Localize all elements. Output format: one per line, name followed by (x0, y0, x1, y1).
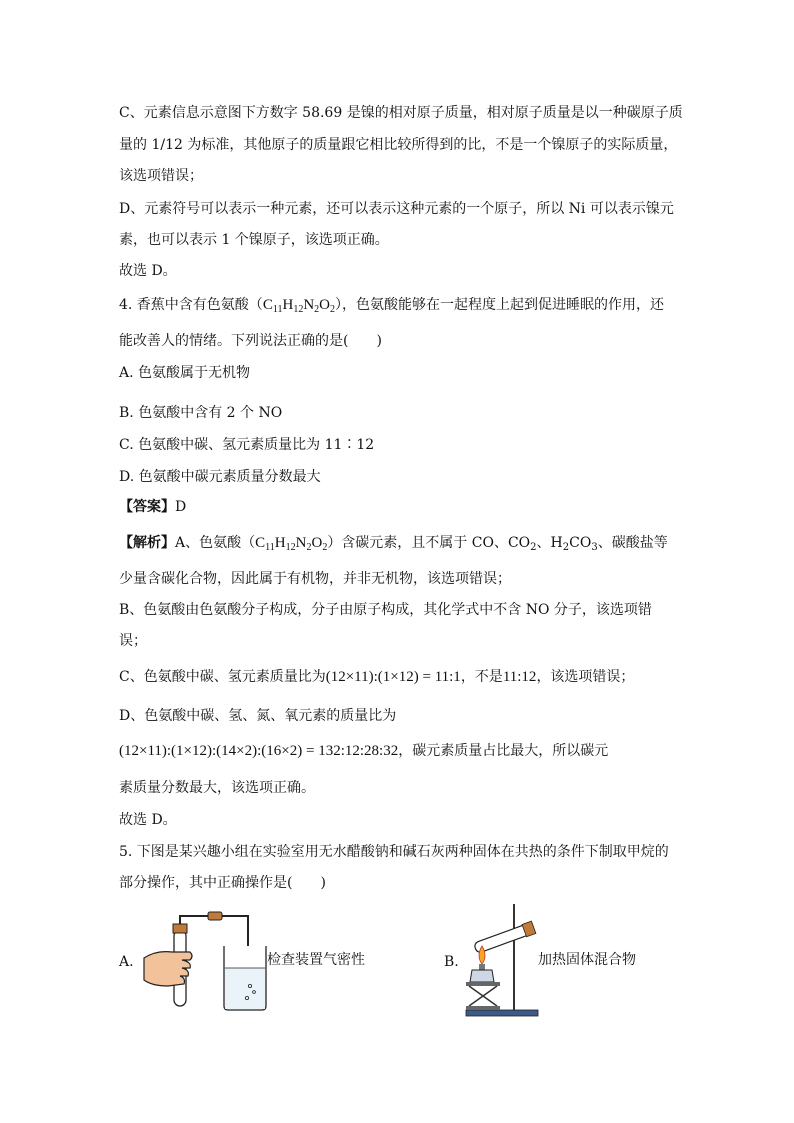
q4-option-c: C. 色氨酸中碳、氢元素质量比为 11∶12 (119, 437, 375, 453)
analysis-tag: 【解析】 (119, 535, 175, 551)
answer-value: D (175, 499, 187, 515)
c-mass-ratio-expr: (12×11):(1×12) = 11:1 (325, 669, 461, 685)
q4-analysis-d-line1: D、色氨酸中碳、氢、氮、氧元素的质量比为 (119, 708, 397, 724)
prev-c-line3: 该选项错误； (119, 168, 203, 184)
tryptophan-formula: $C_{11}H_{12}N_2O_2$ (262, 297, 335, 315)
q5-option-a-caption: 检查装置气密性 (267, 952, 365, 968)
prev-d-line1: D、元素符号可以表示一种元素，还可以表示这种元素的一个原子，所以 Ni 可以表示镍元 (119, 201, 674, 217)
q4-option-a: A. 色氨酸属于无机物 (119, 365, 251, 381)
q4-analysis-a-line1: 【解析】A、色氨酸$(C_{11}H_{12}N_2O_2)$含碳元素，且不属于 CO、$CO_2$、$H_2CO_3$、碳酸盐等 (119, 535, 668, 553)
q4-stem-line2: 能改善人的情绪。下列说法正确的是( ) (119, 333, 382, 349)
prev-d-line2: 素，也可以表示 1 个镍原子，该选项正确。 (119, 232, 389, 248)
q4-conclusion: 故选 D。 (119, 812, 177, 828)
q4-option-d: D. 色氨酸中碳元素质量分数最大 (119, 469, 321, 485)
q4-answer-line (119, 498, 186, 516)
tryptophan-formula-2: $C_{11}H_{12}N_2O_2$ (255, 535, 328, 553)
q4-analysis-b-line2: 误； (119, 633, 147, 649)
heating-solid-figure (460, 900, 542, 1020)
q4-analysis-c-line: C、色氨酸中碳、氢元素质量比为(12×11):(1×12) = 11:1，不是11:12，该选项错误； (119, 669, 635, 685)
q4-analysis-a-line2: 少量含碳化合物，因此属于有机物，并非无机物，该选项错误； (119, 571, 511, 587)
q4-analysis-b-line1: B、色氨酸由色氨酸分子构成，分子由原子构成，其化学式中不含 NO 分子，该选项错 (119, 602, 652, 618)
prev-c-line2: 量的 1/12 为标准，其他原子的质量跟它相比较所得到的比，不是一个镍原子的实际质量， (119, 137, 678, 153)
prev-c-line1: C、元素信息示意图下方数字 58.69 是镍的相对原子质量，相对原子质量是以一种碳原子质 (119, 105, 683, 121)
q5-option-b-caption: 加热固体混合物 (538, 952, 636, 968)
q4-option-b: B. 色氨酸中含有 2 个 NO (119, 405, 283, 421)
q5-option-b-letter: B. (444, 954, 459, 970)
d-mass-ratio-expr: (12×11):(1×12):(14×2):(16×2) = 132:12:28:32 (119, 743, 399, 759)
q5-option-a-letter: A. (119, 954, 134, 970)
airtightness-check-figure (138, 906, 270, 1012)
q4-stem-prefix: 4. 香蕉中含有色氨酸（ (119, 297, 263, 313)
q5-stem-line1: 5. 下图是某兴趣小组在实验室用无水醋酸钠和碱石灰两种固体在共热的条件下制取甲烷的 (119, 844, 669, 860)
prev-conclusion: 故选 D。 (119, 263, 177, 279)
q4-analysis-d-line3: 素质量分数最大，该选项正确。 (119, 780, 315, 796)
q5-stem-line2: 部分操作，其中正确操作是( ) (119, 875, 326, 891)
answer-tag: 【答案】 (119, 499, 175, 515)
q4-stem-suffix: ），色氨酸能够在一起程度上起到促进睡眠的作用，还 (335, 297, 664, 313)
q4-stem-line1 (119, 296, 664, 314)
q4-analysis-d-line2: (12×11):(1×12):(14×2):(16×2) = 132:12:28:32，碳元素质量占比最大，所以碳元 (119, 743, 609, 759)
